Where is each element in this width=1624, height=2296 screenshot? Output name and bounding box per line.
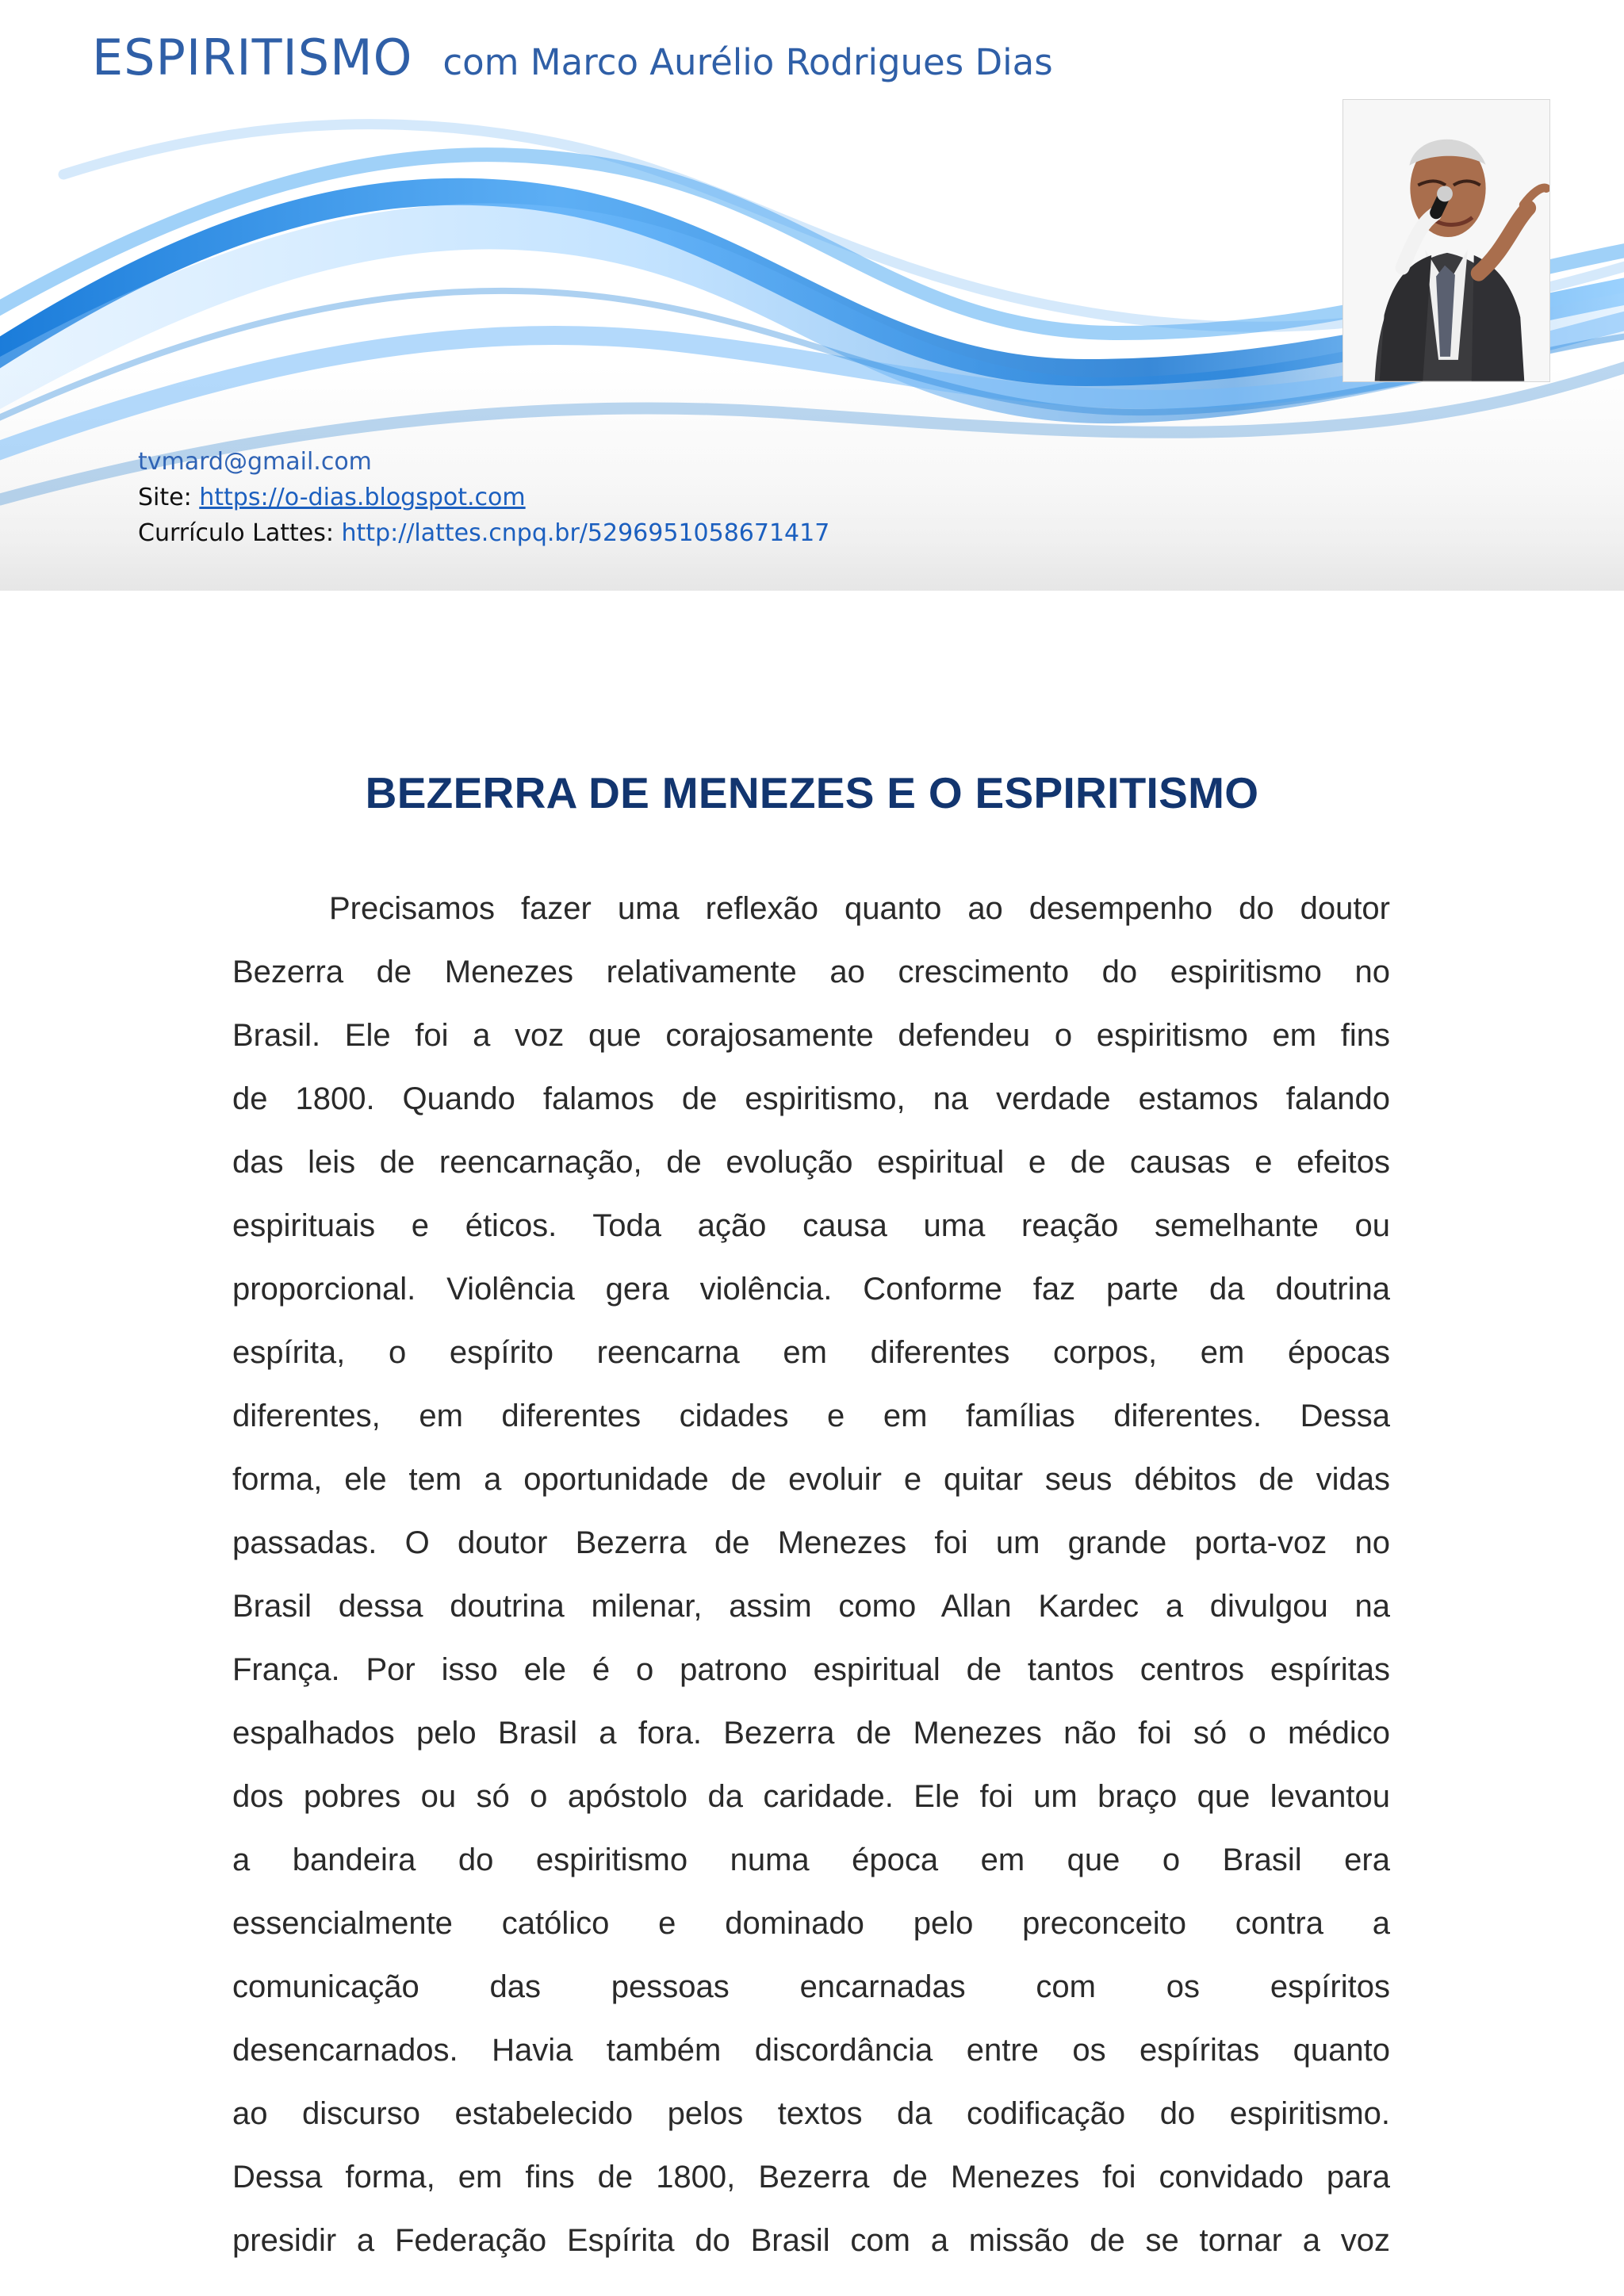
article-line: de 1800. Quando falamos de espiritismo, na verdade estamos falando bbox=[232, 1081, 1390, 1116]
article-line: ao discurso estabelecido pelos textos da codificação do espiritismo. bbox=[232, 2096, 1390, 2131]
article-line: Brasil. Ele foi a voz que corajosamente defendeu o espiritismo em fins bbox=[232, 1018, 1390, 1053]
lattes-label: Currículo Lattes: bbox=[138, 519, 342, 547]
brand-subtitle: com Marco Aurélio Rodrigues Dias bbox=[442, 41, 1053, 83]
article-line: diferentes, em diferentes cidades e em famílias diferentes. Dessa bbox=[232, 1399, 1390, 1433]
speaker-portrait bbox=[1342, 99, 1550, 382]
article-line: desencarnados. Havia também discordância entre os espíritas quanto bbox=[232, 2033, 1390, 2068]
site-brand-title bbox=[92, 29, 1053, 86]
email-line bbox=[138, 444, 1010, 480]
page-header bbox=[0, 0, 1624, 591]
email-address[interactable]: tvmard@gmail.com bbox=[138, 448, 372, 476]
article-line: passadas. O doutor Bezerra de Menezes foi um grande porta-voz no bbox=[232, 1525, 1390, 1560]
site-label: Site: bbox=[138, 484, 200, 511]
article-line: Bezerra de Menezes relativamente ao crescimento do espiritismo no bbox=[232, 955, 1390, 989]
article-line: essencialmente católico e dominado pelo preconceito contra a bbox=[232, 1906, 1390, 1941]
lattes-link[interactable]: http://lattes.cnpq.br/5296951058671417 bbox=[341, 519, 830, 547]
article-body bbox=[232, 877, 1390, 2272]
article-title: BEZERRA DE MENEZES E O ESPIRITISMO bbox=[365, 767, 1259, 817]
article-line: espalhados pelo Brasil a fora. Bezerra de Menezes não foi só o médico bbox=[232, 1716, 1390, 1751]
article-line: comunicação das pessoas encarnadas com os espíritos bbox=[232, 1969, 1390, 2004]
brand-main-title: ESPIRITISMO bbox=[92, 29, 413, 86]
article-line: Precisamos fazer uma reflexão quanto ao desempenho do doutor bbox=[329, 891, 1390, 926]
article-line: das leis de reencarnação, de evolução espiritual e de causas e efeitos bbox=[232, 1145, 1390, 1180]
article-line: espirituais e éticos. Toda ação causa uma reação semelhante ou bbox=[232, 1208, 1390, 1243]
article-line: proporcional. Violência gera violência. Conforme faz parte da doutrina bbox=[232, 1272, 1390, 1307]
site-line bbox=[138, 480, 1010, 515]
lattes-line bbox=[138, 515, 1010, 551]
article-line: dos pobres ou só o apóstolo da caridade. Ele foi um braço que levantou bbox=[232, 1779, 1390, 1814]
article-line: espírita, o espírito reencarna em diferentes corpos, em épocas bbox=[232, 1335, 1390, 1370]
blog-link[interactable]: https://o-dias.blogspot.com bbox=[199, 484, 526, 511]
article-line: presidir a Federação Espírita do Brasil com a missão de se tornar a voz bbox=[232, 2223, 1390, 2258]
article-line: Dessa forma, em fins de 1800, Bezerra de Menezes foi convidado para bbox=[232, 2160, 1390, 2195]
article-line: a bandeira do espiritismo numa época em que o Brasil era bbox=[232, 1843, 1390, 1877]
article-line: forma, ele tem a oportunidade de evoluir e quitar seus débitos de vidas bbox=[232, 1462, 1390, 1497]
article-line: Brasil dessa doutrina milenar, assim como Allan Kardec a divulgou na bbox=[232, 1589, 1390, 1624]
article-line: França. Por isso ele é o patrono espiritual de tantos centros espíritas bbox=[232, 1652, 1390, 1687]
contact-block bbox=[138, 444, 1010, 551]
